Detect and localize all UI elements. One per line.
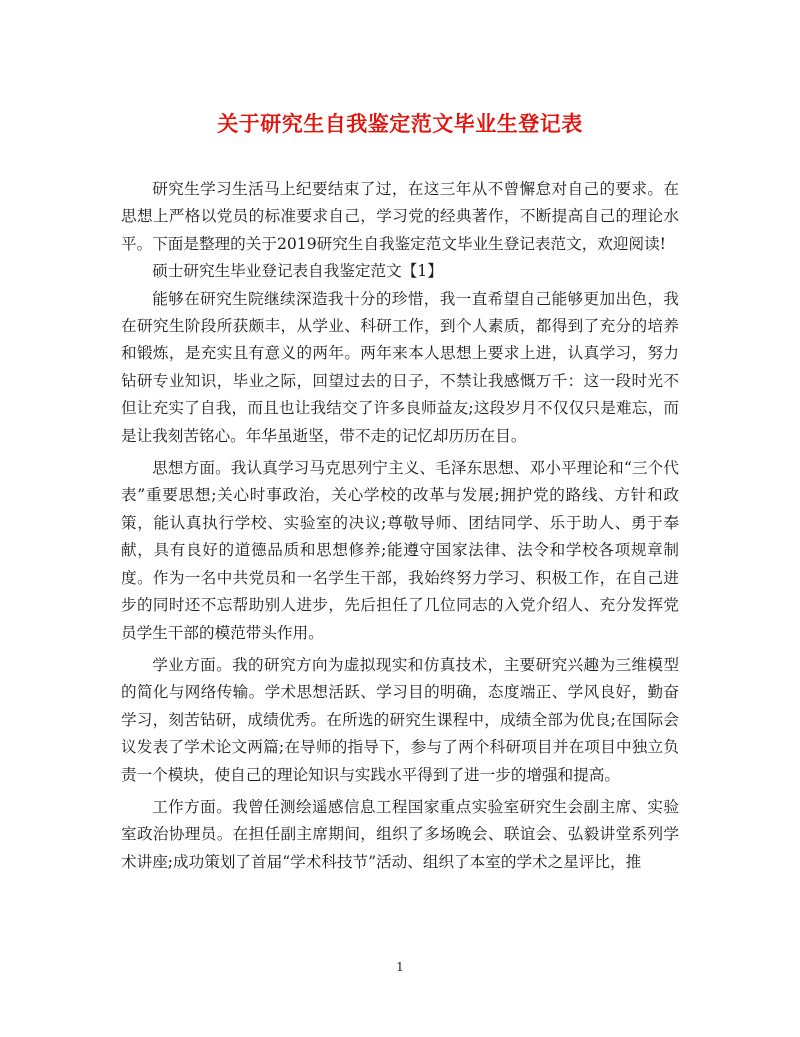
body-paragraph-1: 能够在研究生院继续深造我十分的珍惜，我一直希望自己能够更加出色，我在研究生阶段所获颇丰，从学业、科研工作，到个人素质，都得到了充分的培养和锻炼，是充实且有意义的两年。两年来本人思想上要求上进，认真学习，努力钻研专业知识，毕业之际，回望过去的日子，不禁让我感慨万千：这一段时光不但让充实了自我，而且也让我结交了许多良师益友;这段岁月不仅仅只是难忘，而是让我刻苦铭心。年华虽逝坚，带不走的记忆却历历在目。: [121, 289, 679, 445]
body-paragraph-work: 工作方面。我曾任测绘遥感信息工程国家重点实验室研究生会副主席、实验室政治协理员。在担任副主席期间，组织了多场晚会、联谊会、弘毅讲堂系列学术讲座;成功策划了首届“学术科技节”活动、组织了本室的学术之星评比，推: [121, 797, 679, 871]
document-body: [121, 176, 679, 876]
page-number: 1: [396, 960, 404, 974]
section-heading: 硕士研究生毕业登记表自我鉴定范文【1】: [152, 262, 443, 281]
document-title: 关于研究生自我鉴定范文毕业生登记表: [217, 111, 583, 136]
body-paragraph-thought: 思想方面。我认真学习马克思列宁主义、毛泽东思想、邓小平理论和“三个代表”重要思想;关心时事政治，关心学校的改革与发展;拥护党的路线、方针和政策，能认真执行学校、实验室的决议;尊敬导师、团结同学、乐于助人、勇于奉献，具有良好的道德品质和思想修养;能遵守国家法律、法令和学校各项规章制度。作为一名中共党员和一名学生干部，我始终努力学习、积极工作，在自己进步的同时还不忘帮助别人进步，先后担任了几位同志的入党介绍人、充分发挥党员学生干部的模范带头作用。: [121, 459, 679, 642]
body-paragraph-study: 学业方面。我的研究方向为虚拟现实和仿真技术，主要研究兴趣为三维模型的简化与网络传输。学术思想活跃、学习目的明确，态度端正、学风良好，勤奋学习，刻苦钻研，成绩优秀。在所选的研究生课程中，成绩全部为优良;在国际会议发表了学术论文两篇;在导师的指导下，参与了两个科研项目并在项目中独立负责一个模块，使自己的理论知识与实践水平得到了进一步的增强和提高。: [121, 655, 679, 784]
intro-paragraph: 研究生学习生活马上纪要结束了过，在这三年从不曾懈怠对自己的要求。在思想上严格以党员的标准要求自己，学习党的经典著作，不断提高自己的理论水平。下面是整理的关于2019研究生自我鉴定范文毕业生登记表范文，欢迎阅读!: [121, 180, 679, 253]
